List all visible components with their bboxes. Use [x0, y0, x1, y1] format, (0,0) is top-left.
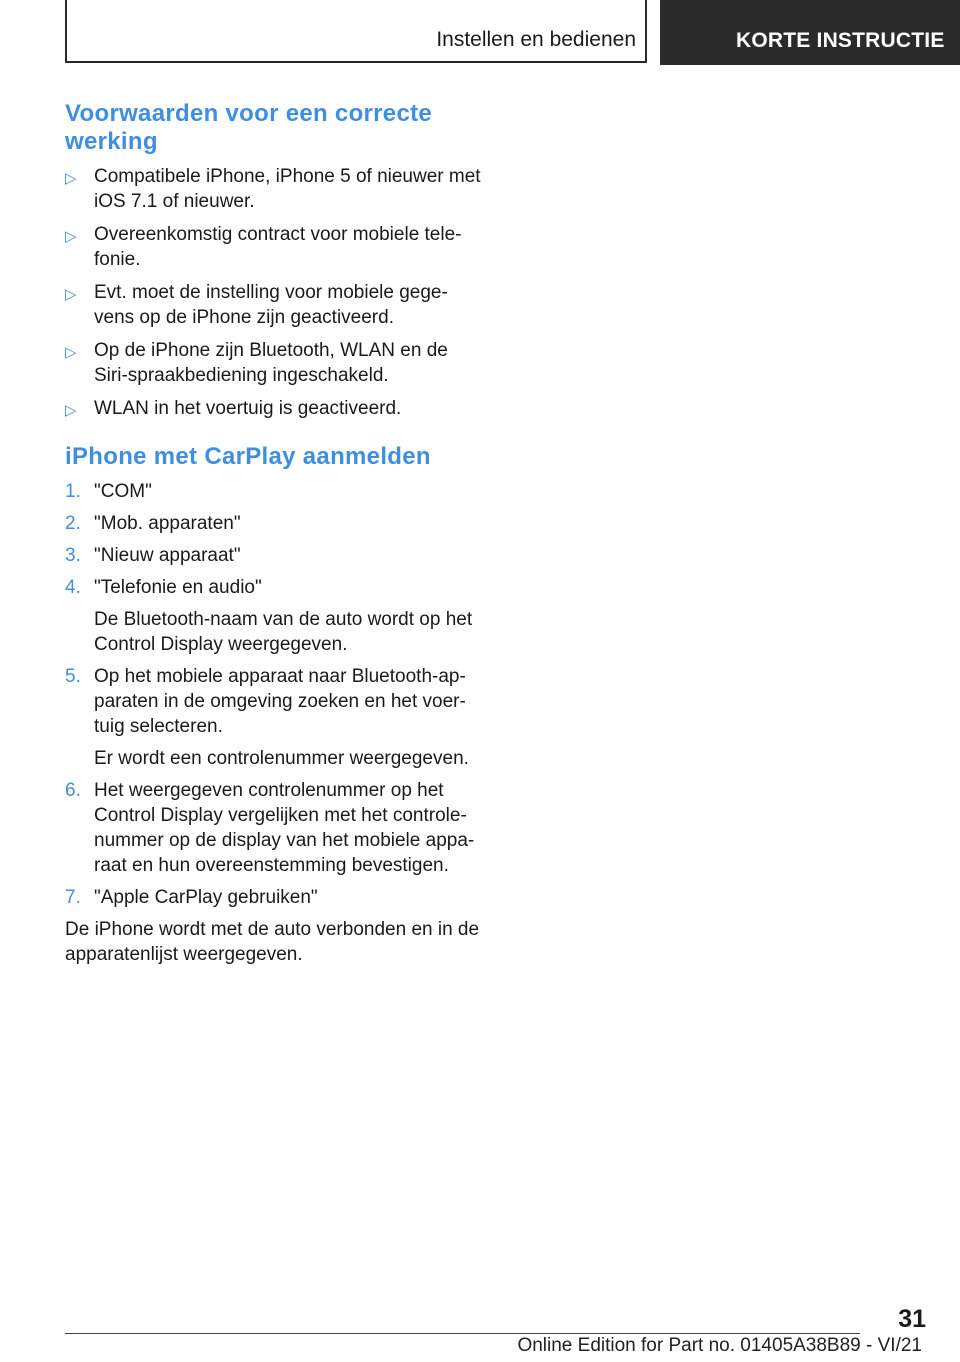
list-item: ▷ Compatibele iPhone, iPhone 5 of nieuwer met iOS 7.1 of nieuwer.: [65, 166, 481, 212]
header-chapter-tab: KORTE INSTRUCTIE: [660, 0, 960, 65]
step-text: "Apple CarPlay gebruiken": [94, 887, 318, 908]
step-item: [65, 885, 485, 910]
section-heading-carplay-pairing: iPhone met CarPlay aanmelden: [65, 443, 431, 470]
triangle-right-outline-icon: ▷: [65, 286, 77, 303]
step-item: [65, 543, 485, 568]
step-item: [65, 511, 485, 536]
step-number: 4.: [65, 577, 81, 598]
step-text: "Nieuw apparaat": [94, 545, 241, 566]
step-number: 2.: [65, 513, 81, 534]
footer-edition: Online Edition for Part no. 01405A38B89 - VI/21: [517, 1335, 922, 1356]
step-text: "Telefonie en audio": [94, 577, 262, 598]
step-text: "Mob. apparaten": [94, 513, 241, 534]
triangle-right-outline-icon: ▷: [65, 344, 77, 361]
step-text: Op het mobiele apparaat naar Bluetooth-ap-paraten in de omgeving zoeken en het voer-tuig selecteren.: [94, 666, 466, 737]
step-item: [65, 575, 485, 657]
list-item: ▷ Evt. moet de instelling voor mobiele gege-vens op de iPhone zijn geactiveerd.: [65, 282, 448, 328]
step-text: Het weergegeven controlenummer op het Control Display vergelijken met het controle-nummer op de display van het mobiele appa-raat en hun overeenstemming bevestigen.: [94, 780, 475, 876]
step-result: Er wordt een controlenummer weergegeven.: [94, 748, 469, 769]
step-number: 5.: [65, 666, 81, 687]
step-item: [65, 479, 485, 504]
step-item: [65, 778, 485, 878]
list-item: ▷ WLAN in het voertuig is geactiveerd.: [65, 396, 485, 421]
pairing-steps-list: [65, 479, 485, 910]
requirements-list: [65, 164, 485, 421]
page-number: 31: [898, 1305, 926, 1333]
step-number: 7.: [65, 887, 81, 908]
triangle-right-outline-icon: ▷: [65, 228, 77, 245]
step-result: De Bluetooth-naam van de auto wordt op het Control Display weergegeven.: [94, 609, 473, 655]
step-item: [65, 664, 485, 771]
list-item: ▷ Overeenkomstig contract voor mobiele tele-fonie.: [65, 224, 462, 270]
step-text: "COM": [94, 481, 152, 502]
step-number: 6.: [65, 780, 81, 801]
conclusion-text: De iPhone wordt met de auto verbonden en in de apparatenlijst weergegeven.: [65, 919, 480, 965]
triangle-right-outline-icon: ▷: [65, 402, 77, 419]
header-section-title: Instellen en bedienen: [436, 28, 636, 51]
section-heading-requirements: Voorwaarden voor een correcte werking: [65, 100, 433, 155]
step-number: 3.: [65, 545, 81, 566]
footer-divider: [65, 1333, 860, 1334]
page-content: [65, 100, 485, 967]
step-number: 1.: [65, 481, 81, 502]
triangle-right-outline-icon: ▷: [65, 170, 77, 187]
list-item: ▷ Op de iPhone zijn Bluetooth, WLAN en de Siri-spraakbediening ingeschakeld.: [65, 340, 448, 386]
